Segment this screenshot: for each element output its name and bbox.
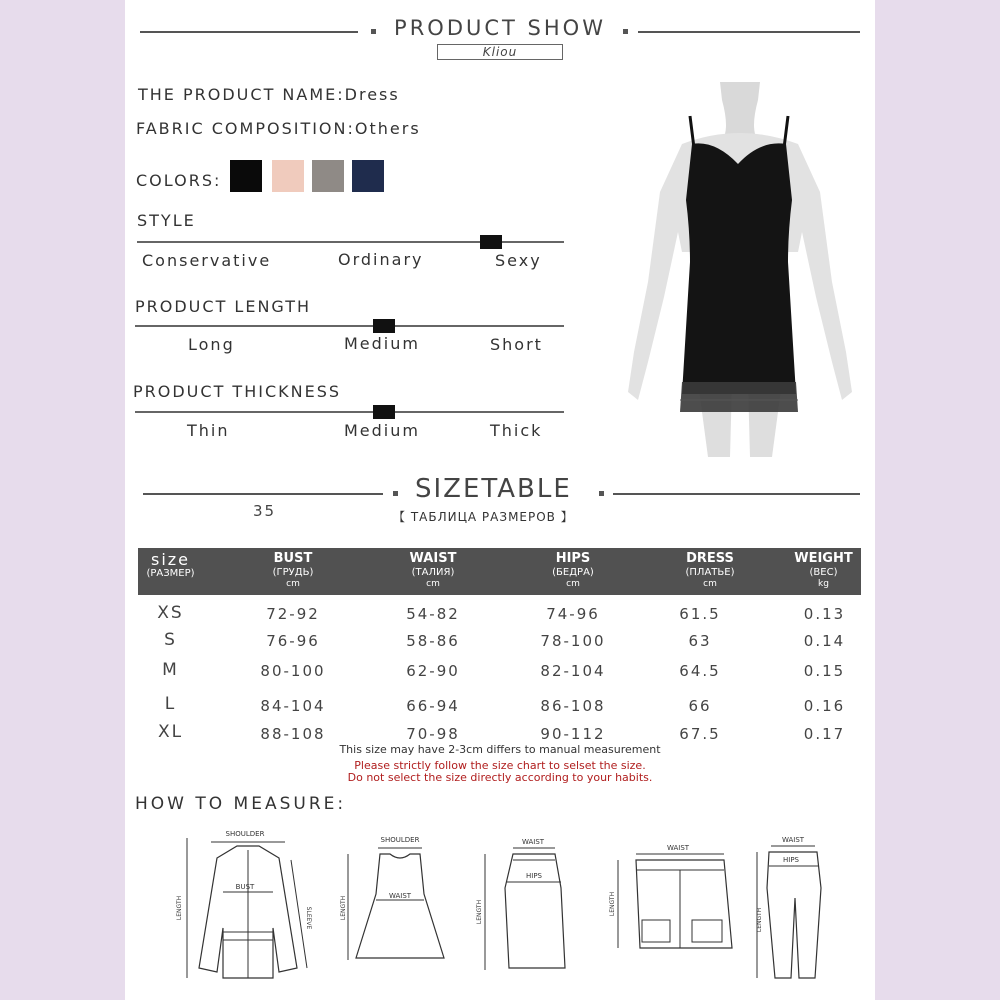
colors-label: COLORS:: [136, 171, 222, 190]
product-photo: [620, 82, 860, 457]
cell-weight: 0.13: [803, 605, 846, 623]
jacket-measure-diagram: [175, 828, 315, 980]
thickness-scale-marker: [373, 405, 395, 419]
sizetable-dot-left: [393, 491, 398, 496]
product-page: [125, 0, 875, 1000]
pants-length-label: LENGTH: [756, 907, 763, 933]
cell-waist: 54-82: [406, 605, 460, 623]
length-option-3: Short: [490, 335, 543, 354]
jacket-sleeve-label: SLEEVE: [305, 906, 312, 930]
length-option-1: Long: [188, 335, 235, 354]
dress-measure-diagram: [340, 828, 450, 980]
thickness-option-3: Thick: [490, 421, 543, 440]
shorts-length-label: LENGTH: [609, 891, 616, 917]
cell-size: M: [162, 660, 179, 680]
brand-label: Kliou: [437, 44, 563, 60]
col-header-bust: BUST (ГРУДЬ) cm: [272, 551, 314, 589]
thickness-scale-line: [135, 411, 564, 413]
skirt-waist-label: WAIST: [521, 838, 545, 846]
product-name-label: THE PRODUCT NAME:: [138, 85, 345, 104]
skirt-measure-diagram: [465, 828, 575, 980]
thickness-option-1: Thin: [187, 421, 230, 440]
skirt-length-label: LENGTH: [476, 899, 483, 925]
cell-dress: 67.5: [679, 725, 721, 743]
sizetable-dot-right: [599, 491, 604, 496]
cell-bust: 80-100: [260, 662, 326, 680]
dress-length-label: LENGTH: [340, 895, 347, 921]
shorts-waist-label: WAIST: [666, 844, 690, 852]
color-swatch-navy[interactable]: [352, 160, 384, 192]
cell-weight: 0.16: [803, 697, 846, 715]
size-note: This size may have 2-3cm differs to manual measurement: [339, 743, 661, 756]
cell-waist: 66-94: [406, 697, 460, 715]
fabric-label: FABRIC COMPOSITION:: [136, 119, 355, 138]
cell-dress: 66: [688, 697, 712, 715]
cell-waist: 58-86: [406, 632, 460, 650]
col-header-weight: WEIGHT (ВЕС) kg: [794, 551, 853, 589]
jacket-shoulder-label: SHOULDER: [225, 830, 265, 838]
cell-hips: 78-100: [540, 632, 606, 650]
pants-waist-label: WAIST: [781, 836, 805, 844]
style-option-1: Conservative: [142, 251, 272, 270]
cell-size: XS: [157, 603, 184, 623]
sizetable-subtitle: 【 ТАБЛИЦА РАЗМЕРОВ 】: [393, 510, 574, 524]
col-header-size: size (РАЗМЕР): [146, 550, 195, 579]
sizetable-rule-left: [143, 493, 383, 495]
cell-waist: 62-90: [406, 662, 460, 680]
pants-hips-label: HIPS: [783, 856, 799, 864]
color-swatch-pink[interactable]: [272, 160, 304, 192]
jacket-bust-label: BUST: [235, 883, 255, 891]
style-scale-marker: [480, 235, 502, 249]
product-name-row: [138, 85, 400, 104]
jacket-length-label: LENGTH: [176, 895, 183, 921]
cell-hips: 74-96: [546, 605, 600, 623]
dress-shoulder-label: SHOULDER: [380, 836, 420, 844]
shorts-measure-diagram: [600, 828, 740, 980]
section-title-product-show: PRODUCT SHOW: [394, 16, 606, 40]
cell-weight: 0.15: [803, 662, 846, 680]
thickness-scale-title: PRODUCT THICKNESS: [133, 382, 341, 401]
size-warning-2: Do not select the size directly according to your habits.: [347, 771, 653, 784]
cell-weight: 0.14: [803, 632, 846, 650]
color-swatch-gray[interactable]: [312, 160, 344, 192]
cell-dress: 63: [688, 632, 712, 650]
cell-size: L: [164, 694, 177, 714]
product-name-value: Dress: [344, 85, 400, 104]
cell-dress: 61.5: [679, 605, 721, 623]
cell-bust: 88-108: [260, 725, 326, 743]
cell-bust: 84-104: [260, 697, 326, 715]
length-scale-title: PRODUCT LENGTH: [135, 297, 312, 316]
cell-hips: 86-108: [540, 697, 606, 715]
cell-waist: 70-98: [406, 725, 460, 743]
length-scale-line: [135, 325, 564, 327]
cell-dress: 64.5: [679, 662, 721, 680]
cell-bust: 76-96: [266, 632, 320, 650]
header-dot-right: [623, 29, 628, 34]
cell-size: S: [164, 630, 177, 650]
thickness-option-2: Medium: [344, 421, 420, 440]
length-scale-marker: [373, 319, 395, 333]
col-header-hips: HIPS (БЕДРА) cm: [552, 551, 594, 589]
sizetable-side-number: 35: [253, 502, 277, 520]
cell-weight: 0.17: [803, 725, 846, 743]
col-header-dress: DRESS (ПЛАТЬЕ) cm: [685, 551, 735, 589]
sizetable-title: SIZETABLE: [415, 474, 572, 504]
pants-measure-diagram: [755, 828, 865, 980]
fabric-row: [136, 119, 421, 138]
dress-waist-label: WAIST: [388, 892, 412, 900]
sizetable-rule-right: [613, 493, 860, 495]
skirt-hips-label: HIPS: [526, 872, 542, 880]
cell-hips: 82-104: [540, 662, 606, 680]
length-option-2: Medium: [344, 334, 420, 353]
color-swatch-black[interactable]: [230, 160, 262, 192]
size-warning-1: Please strictly follow the size chart to selset the size.: [354, 759, 646, 772]
size-table-header: [138, 548, 861, 595]
col-header-waist: WAIST (ТАЛИЯ) cm: [409, 551, 457, 589]
how-to-measure-title: HOW TO MEASURE:: [135, 794, 347, 814]
cell-bust: 72-92: [266, 605, 320, 623]
header-rule-right: [638, 31, 860, 33]
cell-hips: 90-112: [540, 725, 606, 743]
fabric-value: Others: [354, 119, 421, 138]
style-option-2: Ordinary: [338, 250, 424, 269]
cell-size: XL: [157, 722, 184, 742]
style-scale-title: STYLE: [137, 211, 196, 230]
style-option-3: Sexy: [495, 251, 542, 270]
